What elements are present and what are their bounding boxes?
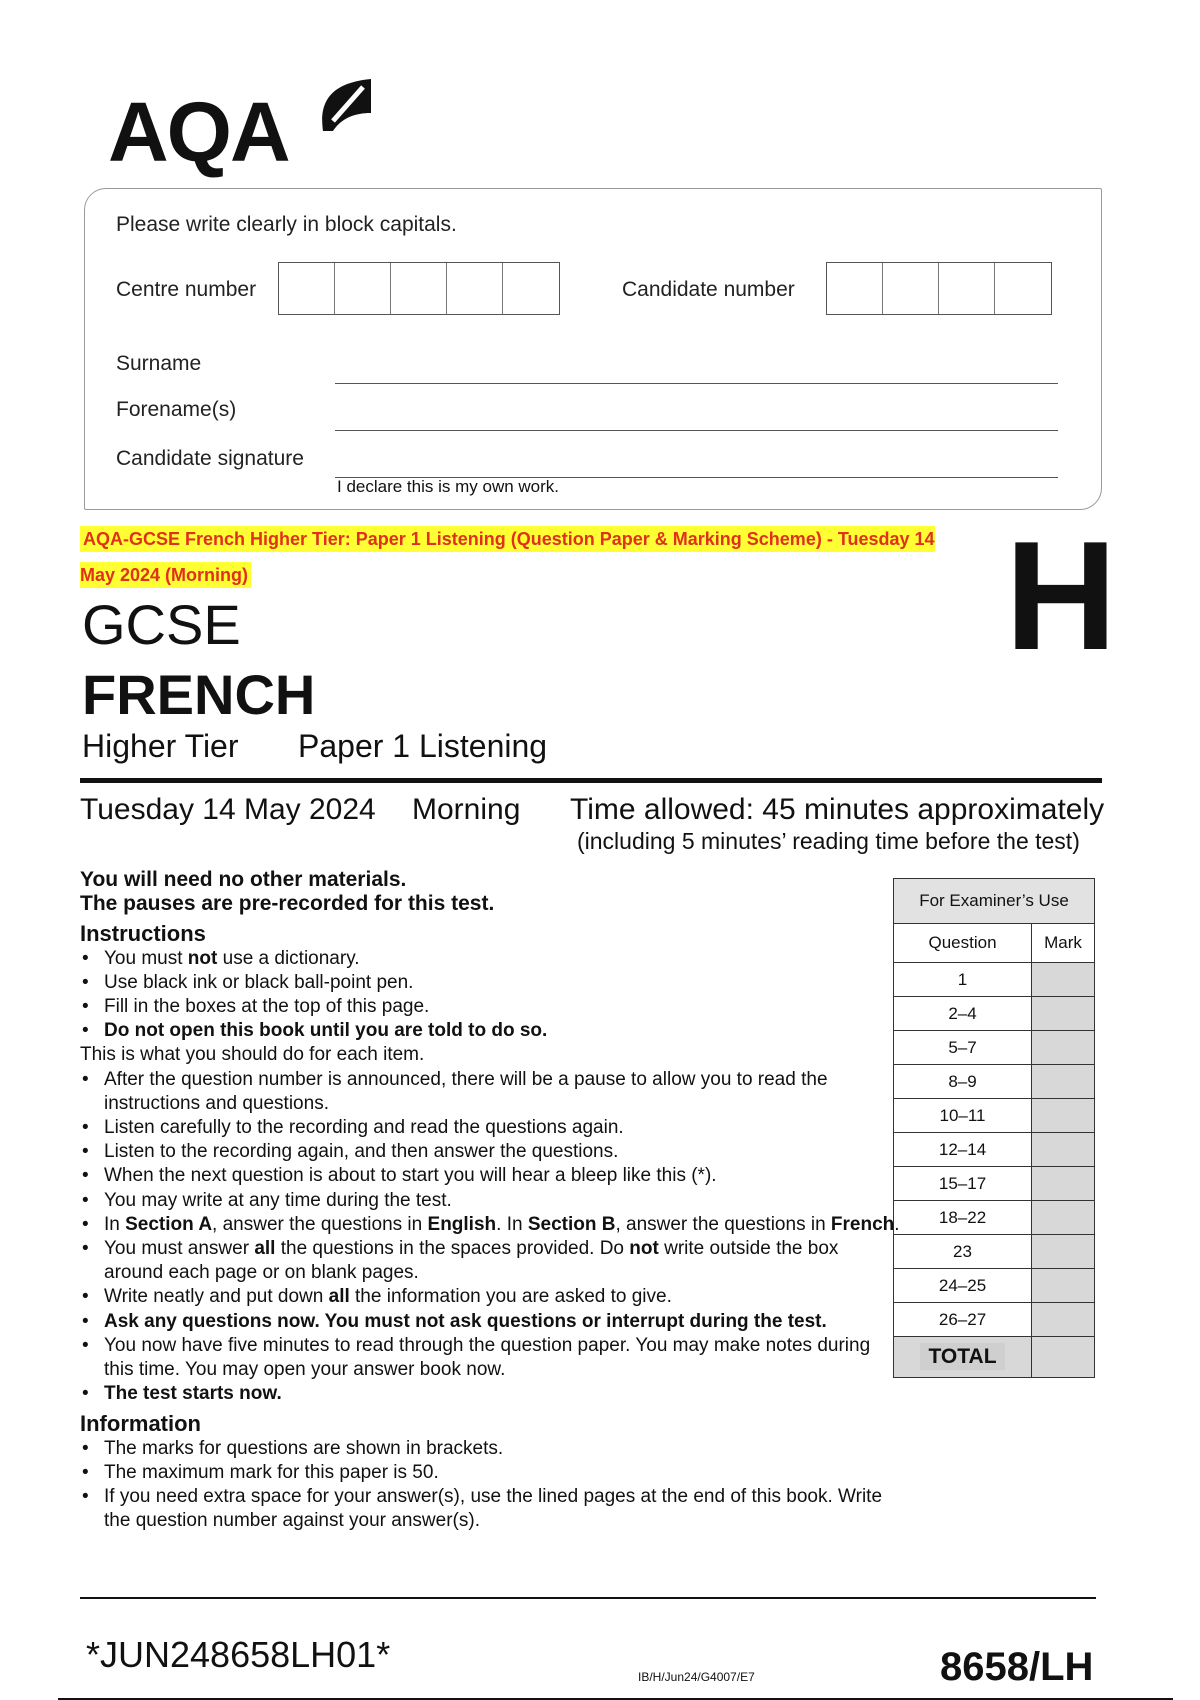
surname-label: Surname (116, 352, 202, 375)
examiner-use-table (893, 878, 1095, 1378)
mark-cell (1032, 997, 1095, 1031)
centre-digit-box[interactable] (503, 263, 559, 314)
list-item: • In Section A, answer the questions in English. In Section B, answer the questions in French. (80, 1213, 900, 1237)
subject: FRENCH (82, 663, 316, 726)
list-item: • Fill in the boxes at the top of this page. (80, 995, 900, 1019)
barcode-text: *JUN248658LH01* (86, 1634, 391, 1675)
question-cell: 1 (894, 963, 1032, 997)
document-title-highlight (80, 521, 950, 593)
total-mark-cell (1032, 1337, 1095, 1378)
centre-number-boxes[interactable] (278, 262, 560, 315)
mark-cell (1032, 1167, 1095, 1201)
mark-cell (1032, 1235, 1095, 1269)
table-row (894, 963, 1095, 997)
centre-digit-box[interactable] (335, 263, 391, 314)
exam-session: Morning (412, 793, 521, 826)
mark-cell (1032, 1065, 1095, 1099)
list-item: • You now have five minutes to read through the question paper. You may make notes during this time. You may open your answer book now. (80, 1334, 900, 1382)
centre-digit-box[interactable] (279, 263, 335, 314)
question-cell: 23 (894, 1235, 1032, 1269)
total-label-cell (894, 1337, 1032, 1378)
list-item: • The maximum mark for this paper is 50. (80, 1461, 900, 1485)
centre-number-label: Centre number (116, 278, 257, 301)
centre-digit-box[interactable] (447, 263, 503, 314)
candidate-digit-box[interactable] (995, 263, 1051, 314)
list-item: • When the next question is about to start you will hear a bleep like this (*). (80, 1164, 900, 1188)
surname-field[interactable] (335, 383, 1058, 384)
table-row (894, 1167, 1095, 1201)
mark-cell (1032, 1269, 1095, 1303)
block-capitals-instruction: Please write clearly in block capitals. (116, 213, 457, 236)
qualification: GCSE (82, 593, 241, 656)
candidate-number-boxes[interactable] (826, 262, 1052, 315)
table-row (894, 1303, 1095, 1337)
instructions-heading: Instructions (80, 921, 206, 947)
candidate-number-label: Candidate number (622, 278, 795, 301)
mark-cell (1032, 1099, 1095, 1133)
list-item: • You must not use a dictionary. (80, 947, 900, 971)
question-cell: 10–11 (894, 1099, 1032, 1133)
information-list (80, 1437, 900, 1534)
materials-line: The pauses are pre-recorded for this test. (80, 892, 495, 916)
reading-time: (including 5 minutes’ reading time before the test) (577, 828, 1080, 854)
table-row (894, 1133, 1095, 1167)
list-item: • Write neatly and put down all the information you are asked to give. (80, 1285, 900, 1309)
candidate-digit-box[interactable] (827, 263, 883, 314)
candidate-digit-box[interactable] (883, 263, 939, 314)
question-cell: 24–25 (894, 1269, 1032, 1303)
divider (80, 778, 1102, 783)
time-allowed: Time allowed: 45 minutes approximately (570, 793, 1105, 826)
list-item: • Listen carefully to the recording and read the questions again. (80, 1116, 900, 1140)
total-label: TOTAL (920, 1343, 1004, 1370)
mark-cell (1032, 1201, 1095, 1235)
question-cell: 15–17 (894, 1167, 1032, 1201)
mark-cell (1032, 1133, 1095, 1167)
list-item: • Use black ink or black ball-point pen. (80, 971, 900, 995)
table-row (894, 1201, 1095, 1235)
list-item: • You may write at any time during the test. (80, 1189, 900, 1213)
list-item: • Do not open this book until you are told to do so. (80, 1019, 900, 1043)
table-row (894, 1235, 1095, 1269)
signature-label: Candidate signature (116, 447, 304, 470)
exam-date: Tuesday 14 May 2024 (80, 793, 376, 826)
logo-text: AQA (108, 85, 289, 179)
table-row (894, 1269, 1095, 1303)
item-steps-list (80, 1068, 900, 1407)
list-item: • The test starts now. (80, 1382, 900, 1406)
instructions-list (80, 947, 900, 1044)
table-row (894, 997, 1095, 1031)
forenames-field[interactable] (335, 430, 1058, 431)
highlight-title: AQA-GCSE French Higher Tier: Paper 1 Listening (Question Paper & Marking Scheme) - Tuesday 14 May 2024 (Morning) (80, 526, 935, 588)
examiner-table-title: For Examiner’s Use (894, 879, 1095, 924)
aqa-logo (108, 70, 408, 180)
list-item: • After the question number is announced, there will be a pause to allow you to read the instructions and questions. (80, 1068, 900, 1116)
list-item: • Ask any questions now. You must not ask questions or interrupt during the test. (80, 1310, 900, 1334)
each-item-text: This is what you should do for each item. (80, 1044, 425, 1066)
tier: Higher Tier (82, 728, 239, 764)
mark-cell (1032, 1031, 1095, 1065)
centre-digit-box[interactable] (391, 263, 447, 314)
tier-letter: H (1005, 509, 1117, 682)
reference-code: IB/H/Jun24/G4007/E7 (638, 1670, 755, 1684)
mark-column-header: Mark (1032, 924, 1095, 963)
materials-line: You will need no other materials. (80, 868, 407, 891)
question-cell: 26–27 (894, 1303, 1032, 1337)
table-row (894, 1065, 1095, 1099)
logo-leaf-icon (313, 73, 375, 135)
list-item: • Listen to the recording again, and then answer the questions. (80, 1140, 900, 1164)
question-column-header: Question (894, 924, 1032, 963)
total-row (894, 1337, 1095, 1378)
mark-cell (1032, 1303, 1095, 1337)
question-cell: 18–22 (894, 1201, 1032, 1235)
paper-title: Paper 1 Listening (298, 728, 548, 764)
footer-divider (80, 1597, 1096, 1599)
candidate-details-box (84, 188, 1102, 510)
paper-code: 8658/LH (940, 1645, 1094, 1689)
instructions-block (80, 868, 900, 1533)
list-item: • The marks for questions are shown in brackets. (80, 1437, 900, 1461)
question-cell: 12–14 (894, 1133, 1032, 1167)
forenames-label: Forename(s) (116, 398, 237, 421)
mark-cell (1032, 963, 1095, 997)
list-item: • If you need extra space for your answer(s), use the lined pages at the end of this book. Write the question number against your answer(s). (80, 1485, 900, 1533)
candidate-digit-box[interactable] (939, 263, 995, 314)
table-row (894, 1099, 1095, 1133)
list-item: • You must answer all the questions in the spaces provided. Do not write outside the box around each page or on blank pages. (80, 1237, 900, 1285)
table-row (894, 1031, 1095, 1065)
question-cell: 8–9 (894, 1065, 1032, 1099)
question-cell: 2–4 (894, 997, 1032, 1031)
question-cell: 5–7 (894, 1031, 1032, 1065)
information-heading: Information (80, 1411, 201, 1437)
declaration-text: I declare this is my own work. (337, 477, 560, 496)
